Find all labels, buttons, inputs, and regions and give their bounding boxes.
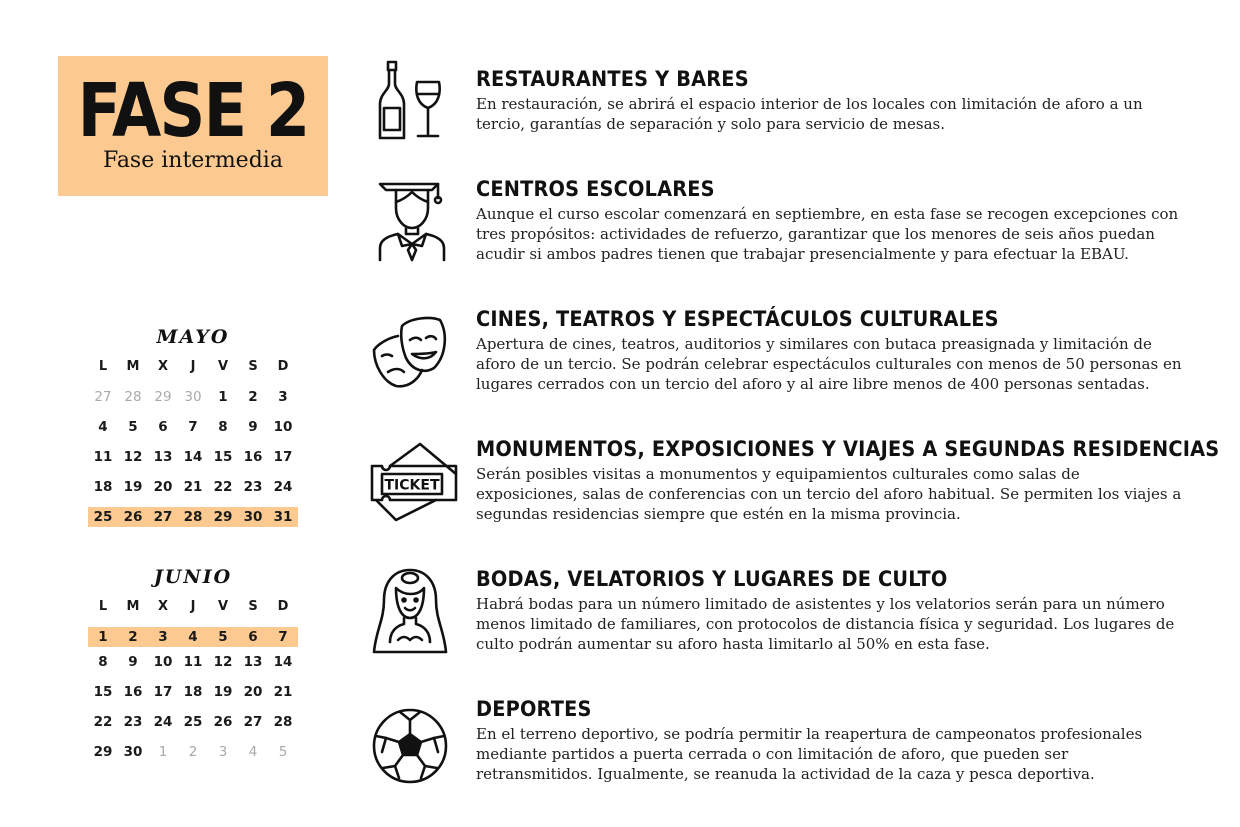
calendar-month-title: JUNIO bbox=[153, 566, 233, 588]
calendar-day: 29 bbox=[154, 389, 172, 405]
calendar-day: 30 bbox=[123, 744, 143, 760]
phase-subtitle: Fase intermedia bbox=[103, 148, 283, 173]
section-text: En restauración, se abrirá el espacio interior de los locales con limitación de aforo a un tercio, garantías de separación y solo para servicio de mesas. bbox=[476, 95, 1143, 133]
phase-title: FASE 2 bbox=[77, 68, 309, 154]
calendar-day-highlighted: 28 bbox=[178, 507, 208, 527]
weekday-header: D bbox=[277, 599, 289, 614]
calendar-day: 14 bbox=[183, 449, 203, 465]
section-title: RESTAURANTES Y BARES bbox=[476, 67, 749, 91]
calendar-day: 11 bbox=[183, 654, 203, 670]
theater-masks-icon bbox=[370, 306, 460, 396]
calendar-day-highlighted: 3 bbox=[148, 627, 178, 647]
section-text: Apertura de cines, teatros, auditorios y similares con butaca preasignada y limitación de aforo de un tercio. Se podrán celebrar espectáculos culturales con menos de 50 personas en lugares cerrados con un tercio del aforo y al aire libre menos de 400 personas sentadas. bbox=[476, 335, 1182, 393]
calendar-day-highlighted: 4 bbox=[178, 627, 208, 647]
calendar-day-highlighted: 29 bbox=[208, 507, 238, 527]
calendar-day: 12 bbox=[123, 449, 143, 465]
calendar-day: 10 bbox=[153, 654, 173, 670]
calendar-day: 21 bbox=[273, 684, 293, 700]
weekday-header: S bbox=[248, 359, 258, 374]
bride-icon bbox=[370, 566, 460, 656]
calendar-day: 18 bbox=[93, 479, 113, 495]
calendar-day: 8 bbox=[218, 419, 228, 435]
section-title: BODAS, VELATORIOS Y LUGARES DE CULTO bbox=[476, 567, 948, 591]
calendar-day-highlighted: 26 bbox=[118, 507, 148, 527]
section-title: DEPORTES bbox=[476, 697, 592, 721]
calendar-day-highlighted: 5 bbox=[208, 627, 238, 647]
section-title: CINES, TEATROS Y ESPECTÁCULOS CULTURALES bbox=[476, 307, 999, 331]
calendar-day: 2 bbox=[188, 744, 198, 760]
ticket-icon-text: TICKET bbox=[384, 477, 440, 494]
calendar-day: 23 bbox=[243, 479, 263, 495]
calendar-grid bbox=[88, 592, 298, 767]
calendar-day: 4 bbox=[248, 744, 258, 760]
calendar-day: 8 bbox=[98, 654, 108, 670]
weekday-header: L bbox=[98, 359, 108, 374]
calendar-day: 29 bbox=[93, 744, 113, 760]
calendar-day: 1 bbox=[218, 389, 228, 405]
calendar-day: 15 bbox=[213, 449, 233, 465]
calendar-day: 2 bbox=[248, 389, 258, 405]
soccer-ball-icon bbox=[370, 704, 460, 794]
calendar-day: 12 bbox=[213, 654, 233, 670]
calendar-day: 28 bbox=[124, 389, 142, 405]
calendar-day: 14 bbox=[273, 654, 293, 670]
calendar-day: 10 bbox=[273, 419, 293, 435]
calendar-day: 19 bbox=[213, 684, 233, 700]
calendar-day: 23 bbox=[123, 714, 143, 730]
weekday-header: J bbox=[190, 599, 196, 614]
calendar-day-highlighted: 27 bbox=[148, 507, 178, 527]
calendar-day-highlighted: 25 bbox=[88, 507, 118, 527]
weekday-header: V bbox=[217, 599, 229, 614]
calendar-day: 9 bbox=[128, 654, 138, 670]
calendar-day: 9 bbox=[248, 419, 258, 435]
weekday-header: X bbox=[157, 359, 169, 374]
weekday-header: L bbox=[98, 599, 108, 614]
calendar-day: 16 bbox=[123, 684, 143, 700]
calendar-day: 22 bbox=[213, 479, 233, 495]
calendar-day: 5 bbox=[128, 419, 138, 435]
calendar-day: 20 bbox=[153, 479, 173, 495]
calendar-day: 4 bbox=[98, 419, 108, 435]
section-title: MONUMENTOS, EXPOSICIONES Y VIAJES A SEGUNDAS RESIDENCIAS bbox=[476, 437, 1220, 461]
section-text: Habrá bodas para un número limitado de asistentes y los velatorios serán para un número menos limitado de familiares, con protocolos de distancia física y seguridad. Los lugares de culto podrán aumentar su aforo hasta limitarlo al 50% en esta fase. bbox=[476, 595, 1175, 653]
calendar-day-highlighted: 2 bbox=[118, 627, 148, 647]
calendar-day: 20 bbox=[243, 684, 263, 700]
weekday-header: V bbox=[217, 359, 229, 374]
weekday-header: X bbox=[157, 599, 169, 614]
calendar-mayo bbox=[88, 322, 298, 527]
calendar-day-highlighted: 7 bbox=[268, 627, 298, 647]
calendar-day: 3 bbox=[278, 389, 288, 405]
calendar-day: 17 bbox=[273, 449, 293, 465]
calendar-day-highlighted: 1 bbox=[88, 627, 118, 647]
calendar-day: 17 bbox=[153, 684, 173, 700]
calendar-day: 26 bbox=[213, 714, 233, 730]
calendar-day: 25 bbox=[183, 714, 203, 730]
calendar-day: 7 bbox=[188, 419, 198, 435]
calendar-day: 13 bbox=[153, 449, 173, 465]
calendar-day: 24 bbox=[273, 479, 293, 495]
section-text: Serán posibles visitas a monumentos y equipamientos culturales como salas de exposiciones, salas de conferencias con un tercio del aforo habitual. Se permiten los viajes a segundas residencias siempre que estén en la misma provincia. bbox=[476, 465, 1182, 523]
ticket-icon bbox=[370, 436, 460, 526]
calendar-day: 18 bbox=[183, 684, 203, 700]
calendar-day: 27 bbox=[94, 389, 112, 405]
graduate-icon bbox=[370, 176, 460, 266]
weekday-header: M bbox=[126, 599, 140, 614]
calendar-day: 19 bbox=[123, 479, 143, 495]
weekday-header: S bbox=[248, 599, 258, 614]
calendar-junio bbox=[88, 562, 298, 767]
weekday-header: M bbox=[126, 359, 140, 374]
calendar-day-highlighted: 6 bbox=[238, 627, 268, 647]
calendar-grid bbox=[88, 352, 298, 527]
section-text: Aunque el curso escolar comenzará en septiembre, en esta fase se recogen excepciones con tres propósitos: actividades de refuerzo, garantizar que los menores de seis años puedan acudir si ambos padres tienen que trabajar presencialmente y para efectuar la EBAU. bbox=[476, 205, 1179, 263]
weekday-header: J bbox=[190, 359, 196, 374]
calendar-day: 28 bbox=[273, 714, 293, 730]
weekday-header: D bbox=[277, 359, 289, 374]
calendar-day-highlighted: 31 bbox=[268, 507, 298, 527]
calendar-day: 16 bbox=[243, 449, 263, 465]
calendar-day: 11 bbox=[93, 449, 113, 465]
phase-box bbox=[58, 56, 328, 196]
section-title: CENTROS ESCOLARES bbox=[476, 177, 715, 201]
calendar-day: 24 bbox=[153, 714, 173, 730]
calendar-day: 5 bbox=[278, 744, 288, 760]
calendar-day: 3 bbox=[218, 744, 228, 760]
calendar-day-highlighted: 30 bbox=[238, 507, 268, 527]
section-text: En el terreno deportivo, se podría permitir la reapertura de campeonatos profesionales mediante partidos a puerta cerrada o con limitación de aforo, que pueden ser retransmitidos. Igualmente, se reanuda la actividad de la caza y pesca deportiva. bbox=[476, 725, 1143, 783]
calendar-day: 6 bbox=[158, 419, 168, 435]
calendar-day: 15 bbox=[93, 684, 113, 700]
calendar-day: 21 bbox=[183, 479, 203, 495]
calendar-day: 22 bbox=[93, 714, 113, 730]
calendar-day: 27 bbox=[243, 714, 263, 730]
wine-bottle-glass-icon bbox=[370, 60, 460, 150]
calendar-month-title: MAYO bbox=[156, 326, 230, 348]
calendar-day: 13 bbox=[243, 654, 263, 670]
calendar-day: 1 bbox=[158, 744, 168, 760]
calendar-day: 30 bbox=[184, 389, 202, 405]
